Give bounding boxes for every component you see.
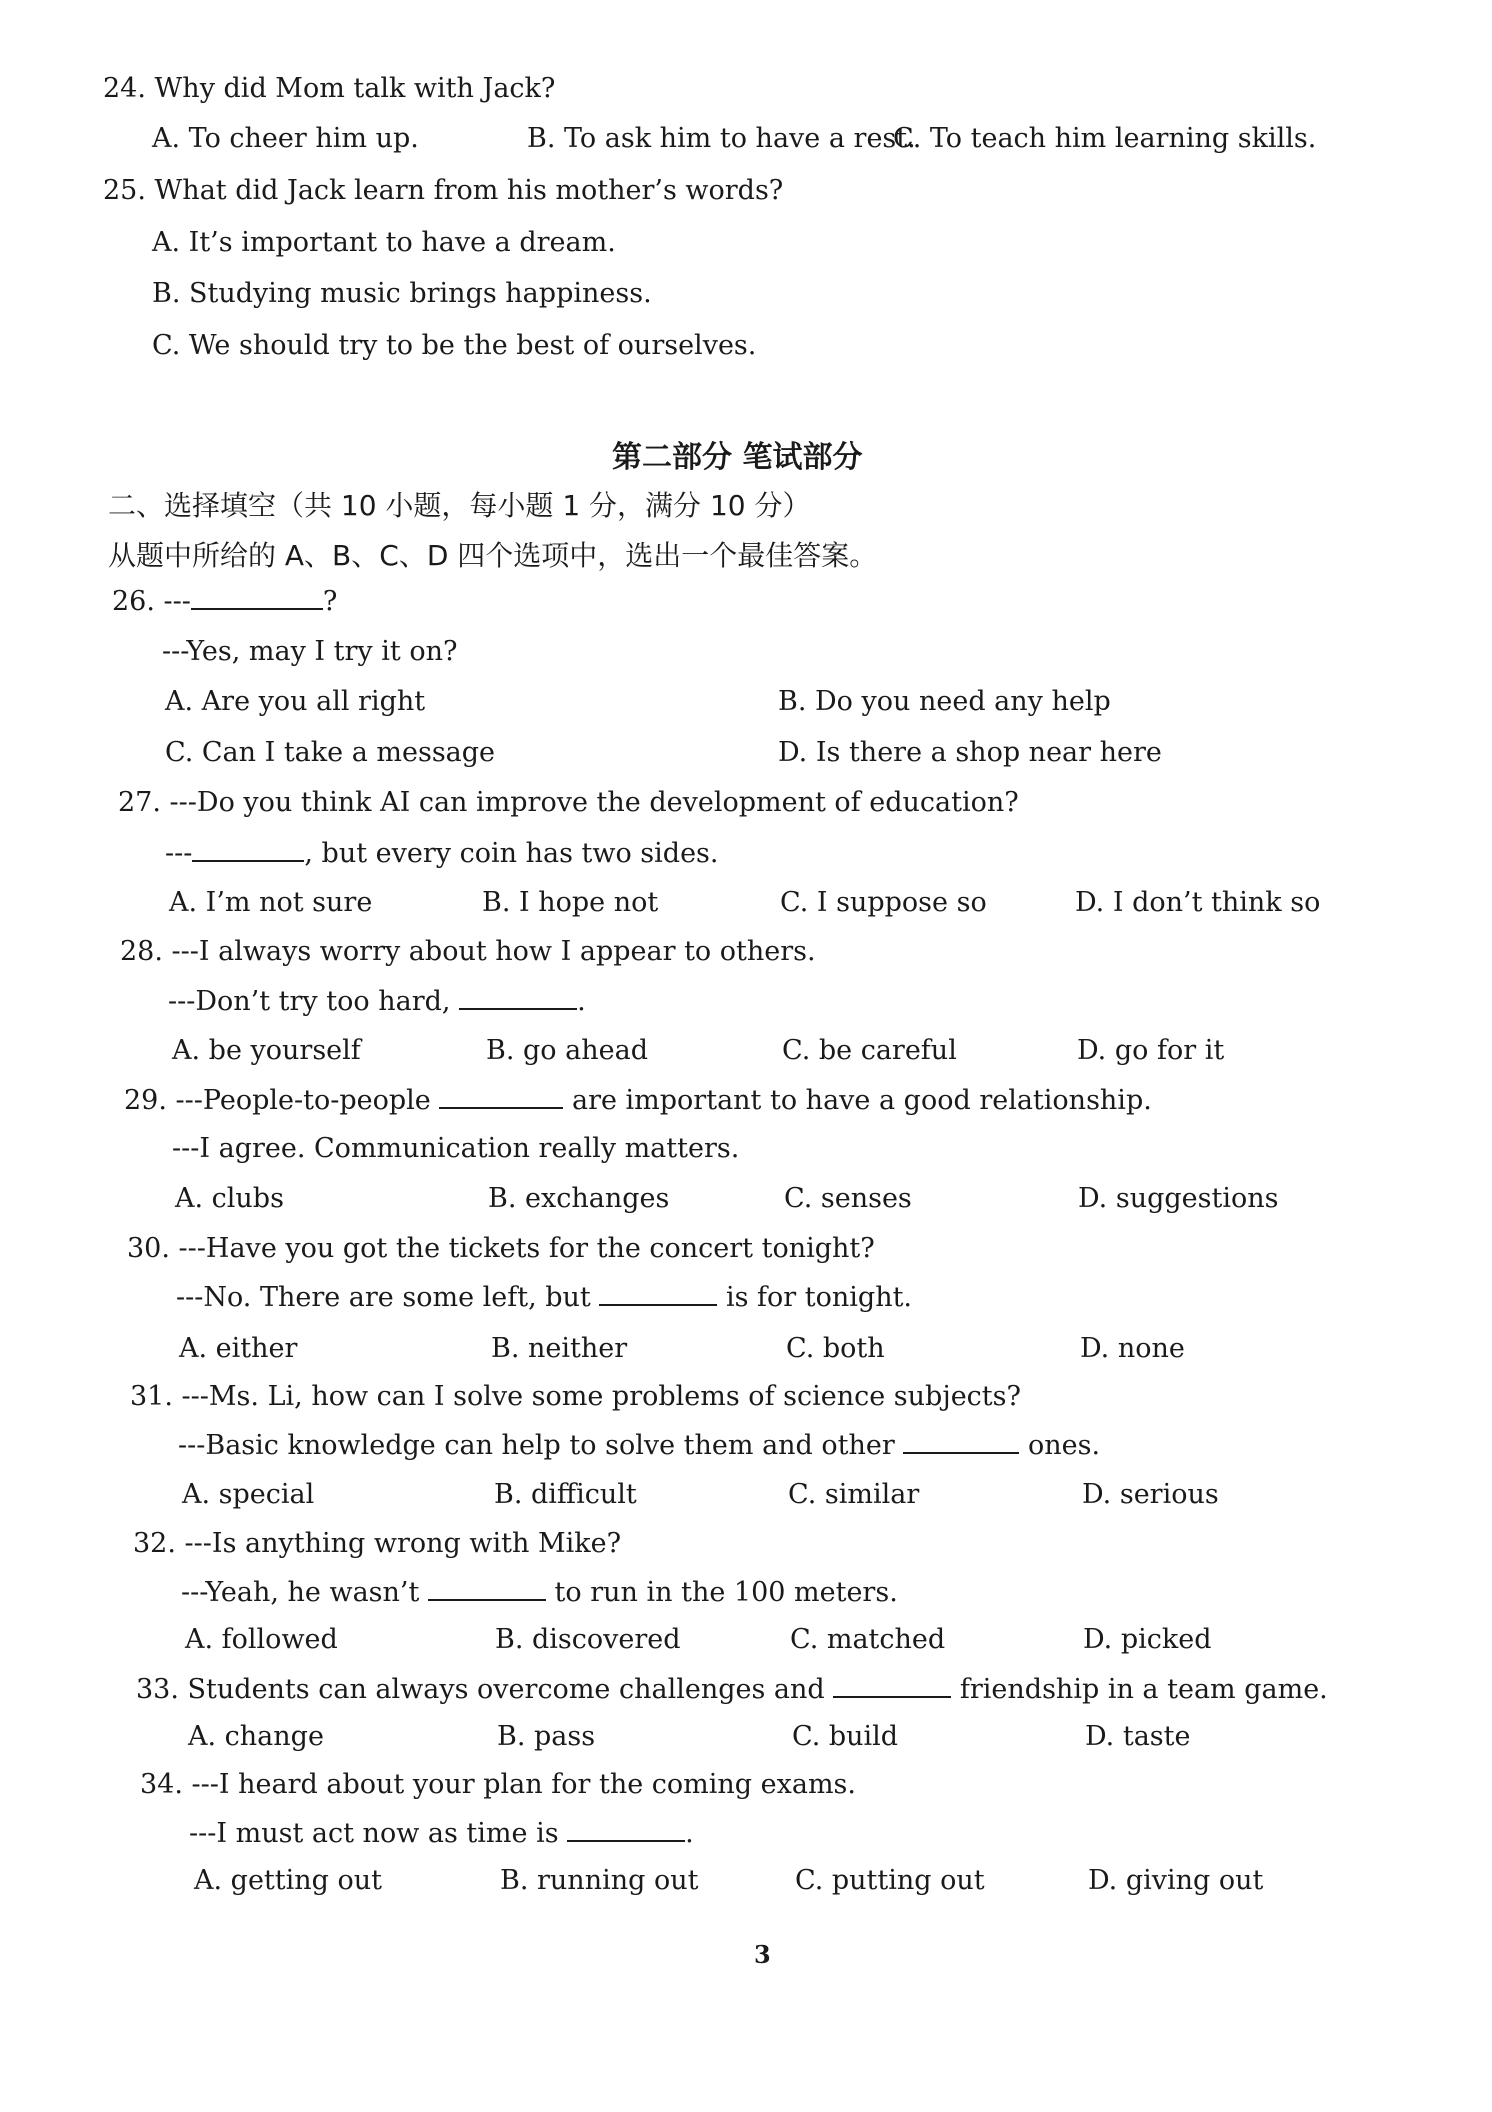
option-b: B. exchanges bbox=[488, 1183, 670, 1214]
response-line bbox=[181, 1575, 898, 1610]
response-line bbox=[165, 836, 719, 871]
option-c: C. To teach him learning skills. bbox=[893, 123, 1317, 154]
question-number: 30. bbox=[127, 1233, 170, 1264]
option-b: B. I hope not bbox=[482, 887, 659, 918]
option-d: D. go for it bbox=[1077, 1035, 1225, 1066]
option-b: B. To ask him to have a rest. bbox=[527, 123, 916, 154]
question-31 bbox=[130, 1380, 1021, 1414]
response-text: ---Yeah, he wasn’t bbox=[181, 1577, 420, 1608]
option-a: A. To cheer him up. bbox=[152, 123, 419, 154]
answer-blank bbox=[191, 584, 323, 610]
question-number: 29. bbox=[124, 1085, 167, 1116]
option-c: C. matched bbox=[790, 1624, 946, 1655]
question-26 bbox=[112, 584, 337, 619]
option-a: A. clubs bbox=[175, 1183, 284, 1214]
response-text-end: . bbox=[685, 1818, 694, 1849]
question-number: 33. bbox=[136, 1674, 179, 1705]
section-instruction: 从题中所给的 A、B、C、D 四个选项中，选出一个最佳答案。 bbox=[108, 539, 878, 572]
response-text: --- bbox=[165, 838, 193, 869]
option-d: D. suggestions bbox=[1078, 1183, 1279, 1214]
question-30 bbox=[127, 1232, 875, 1266]
question-27 bbox=[118, 786, 1019, 820]
response-line: ---I agree. Communication really matters. bbox=[172, 1133, 740, 1164]
question-number: 31. bbox=[130, 1381, 173, 1412]
option-d: D. none bbox=[1080, 1333, 1185, 1364]
option-b: B. discovered bbox=[495, 1624, 681, 1655]
answer-blank bbox=[192, 836, 304, 862]
question-text-end: are important to have a good relationship. bbox=[571, 1085, 1152, 1116]
response-line bbox=[178, 1428, 1100, 1463]
response-text-end: ones. bbox=[1028, 1430, 1101, 1461]
question-text: ---Have you got the tickets for the concert tonight? bbox=[178, 1233, 875, 1264]
question-text: --- bbox=[163, 586, 191, 617]
answer-blank bbox=[599, 1280, 717, 1306]
question-number: 26. bbox=[112, 586, 155, 617]
section-heading: 二、选择填空（共 10 小题，每小题 1 分，满分 10 分） bbox=[108, 489, 811, 522]
question-text: Students can always overcome challenges and bbox=[187, 1674, 825, 1705]
option-b: B. difficult bbox=[494, 1479, 637, 1510]
option-a: A. either bbox=[179, 1333, 298, 1364]
response-text-end: is for tonight. bbox=[725, 1282, 913, 1313]
response-text-end: to run in the 100 meters. bbox=[554, 1577, 898, 1608]
option-a: A. be yourself bbox=[172, 1035, 361, 1066]
option-c: C. similar bbox=[788, 1479, 920, 1510]
answer-blank bbox=[428, 1575, 546, 1601]
question-text: ---Do you think AI can improve the development of education? bbox=[169, 787, 1019, 818]
page-number: 3 bbox=[754, 1940, 771, 1969]
option-b: B. pass bbox=[497, 1721, 596, 1752]
option-c: C. be careful bbox=[782, 1035, 957, 1066]
option-a: A. Are you all right bbox=[165, 686, 426, 717]
answer-blank bbox=[833, 1672, 951, 1698]
question-number: 28. bbox=[120, 936, 163, 967]
option-c: C. senses bbox=[784, 1183, 912, 1214]
response-text-end: . bbox=[577, 986, 586, 1017]
response-text: ---I must act now as time is bbox=[189, 1818, 559, 1849]
response-line bbox=[168, 984, 586, 1019]
response-text-end: , but every coin has two sides. bbox=[304, 838, 719, 869]
option-b: B. Studying music brings happiness. bbox=[152, 278, 652, 309]
question-24 bbox=[103, 72, 555, 106]
question-28 bbox=[120, 935, 816, 969]
answer-blank bbox=[567, 1816, 685, 1842]
question-text: What did Jack learn from his mother’s words? bbox=[154, 175, 784, 206]
option-b: B. neither bbox=[491, 1333, 628, 1364]
question-32 bbox=[133, 1527, 621, 1561]
option-d: D. Is there a shop near here bbox=[778, 737, 1162, 768]
question-text-end: ? bbox=[322, 586, 338, 617]
answer-blank bbox=[459, 984, 577, 1010]
option-a: A. I’m not sure bbox=[169, 887, 373, 918]
option-c: C. build bbox=[792, 1721, 899, 1752]
option-c: C. We should try to be the best of ourselves. bbox=[152, 330, 757, 361]
question-text: ---Is anything wrong with Mike? bbox=[184, 1528, 622, 1559]
option-b: B. Do you need any help bbox=[778, 686, 1111, 717]
option-d: D. giving out bbox=[1088, 1865, 1264, 1896]
question-text: ---I always worry about how I appear to others. bbox=[171, 936, 816, 967]
response-text: ---No. There are some left, but bbox=[176, 1282, 591, 1313]
question-number: 34. bbox=[140, 1769, 183, 1800]
question-text-end: friendship in a team game. bbox=[959, 1674, 1328, 1705]
answer-blank bbox=[439, 1083, 563, 1109]
question-text: ---Ms. Li, how can I solve some problems of science subjects? bbox=[181, 1381, 1021, 1412]
option-a: A. change bbox=[188, 1721, 324, 1752]
option-a: A. It’s important to have a dream. bbox=[152, 227, 616, 258]
question-text: ---I heard about your plan for the coming exams. bbox=[191, 1769, 856, 1800]
option-a: A. followed bbox=[185, 1624, 338, 1655]
question-25 bbox=[103, 174, 783, 208]
option-d: D. picked bbox=[1083, 1624, 1212, 1655]
question-number: 32. bbox=[133, 1528, 176, 1559]
option-d: D. taste bbox=[1085, 1721, 1191, 1752]
option-c: C. putting out bbox=[795, 1865, 985, 1896]
answer-blank bbox=[903, 1428, 1019, 1454]
option-c: C. Can I take a message bbox=[165, 737, 496, 768]
option-c: C. I suppose so bbox=[780, 887, 987, 918]
response-line: ---Yes, may I try it on? bbox=[162, 636, 458, 667]
option-c: C. both bbox=[786, 1333, 885, 1364]
question-text: ---People-to-people bbox=[175, 1085, 431, 1116]
response-text: ---Don’t try too hard, bbox=[168, 986, 451, 1017]
option-a: A. getting out bbox=[194, 1865, 383, 1896]
part-title: 第二部分 笔试部分 bbox=[612, 440, 863, 475]
question-number: 27. bbox=[118, 787, 161, 818]
question-number: 25. bbox=[103, 175, 146, 206]
option-d: D. I don’t think so bbox=[1075, 887, 1321, 918]
question-29 bbox=[124, 1083, 1152, 1118]
response-line bbox=[176, 1280, 912, 1315]
response-line bbox=[189, 1816, 694, 1851]
option-b: B. go ahead bbox=[486, 1035, 648, 1066]
option-b: B. running out bbox=[500, 1865, 699, 1896]
question-33 bbox=[136, 1672, 1328, 1707]
question-text: Why did Mom talk with Jack? bbox=[154, 73, 556, 104]
question-34 bbox=[140, 1768, 856, 1802]
option-d: D. serious bbox=[1082, 1479, 1219, 1510]
response-text: ---Basic knowledge can help to solve them and other bbox=[178, 1430, 895, 1461]
option-a: A. special bbox=[182, 1479, 315, 1510]
question-number: 24. bbox=[103, 73, 146, 104]
